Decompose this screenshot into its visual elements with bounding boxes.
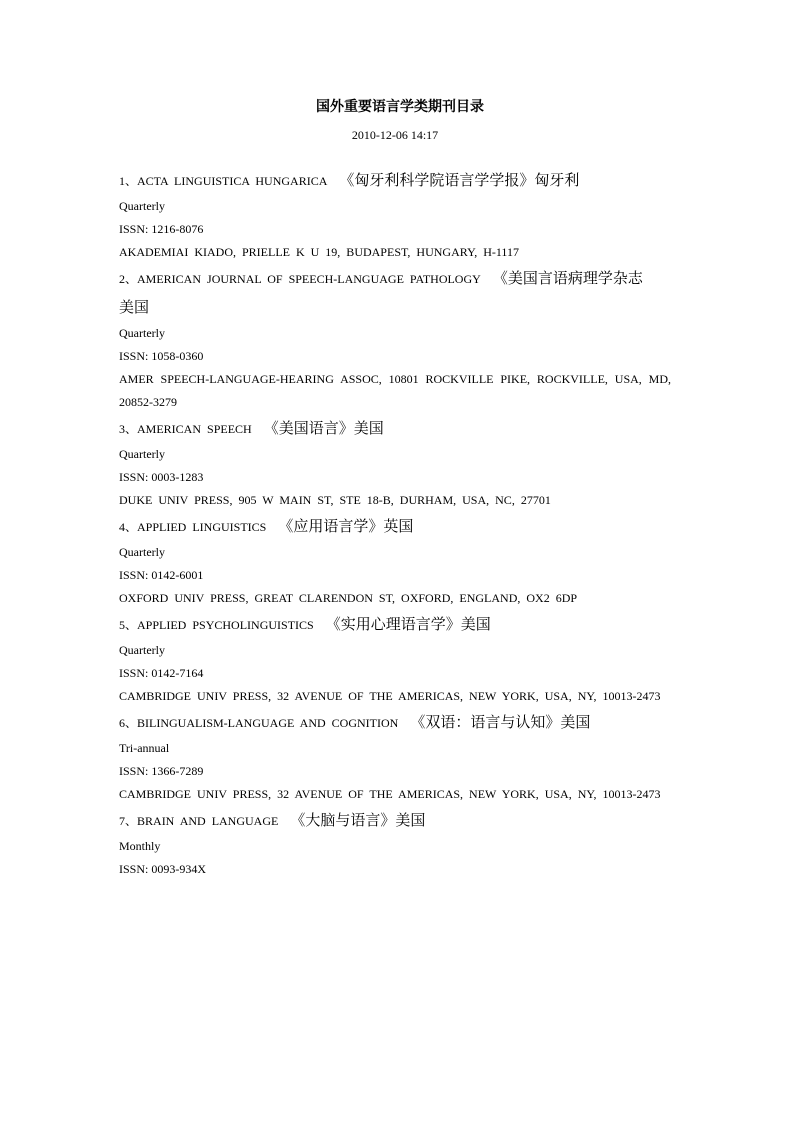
journal-publisher: CAMBRIDGE UNIV PRESS, 32 AVENUE OF THE AMERICAS, NEW YORK, USA, NY, 10013-2473 — [119, 787, 661, 801]
journal-number: 7、 — [119, 814, 138, 828]
journal-entry — [119, 610, 671, 708]
journal-entry — [119, 512, 671, 610]
journal-heading — [119, 806, 671, 835]
journal-frequency: Monthly — [119, 839, 161, 853]
journal-publisher: AMER SPEECH-LANGUAGE-HEARING ASSOC, 10801 ROCKVILLE PIKE, ROCKVILLE, USA, MD, 20852-3279 — [119, 372, 671, 409]
journal-english-title: AMERICAN JOURNAL OF SPEECH-LANGUAGE PATHOLOGY — [137, 272, 481, 286]
journal-frequency: Quarterly — [119, 643, 165, 657]
journal-chinese-title: 《应用语言学》 — [278, 517, 384, 535]
journal-chinese-title: 《匈牙利科学院语言学学报》 — [339, 171, 535, 189]
journal-list — [119, 166, 671, 881]
journal-country: 美国 — [560, 713, 591, 731]
journal-english-title: APPLIED PSYCHOLINGUISTICS — [137, 618, 314, 632]
journal-entry — [119, 264, 671, 414]
journal-heading — [119, 264, 671, 322]
journal-number: 2、 — [119, 272, 138, 286]
journal-frequency: Quarterly — [119, 199, 165, 213]
journal-country: 美国 — [353, 419, 384, 437]
journal-heading — [119, 610, 671, 639]
journal-issn: ISSN: 0093-934X — [119, 862, 207, 876]
journal-english-title: APPLIED LINGUISTICS — [137, 520, 267, 534]
journal-heading — [119, 512, 671, 541]
journal-publisher: CAMBRIDGE UNIV PRESS, 32 AVENUE OF THE AMERICAS, NEW YORK, USA, NY, 10013-2473 — [119, 689, 661, 703]
journal-chinese-title: 《大脑与语言》 — [290, 811, 396, 829]
journal-chinese-title: 《美国言语病理学杂志 — [492, 269, 643, 287]
journal-frequency: Tri-annual — [119, 741, 170, 755]
journal-chinese-title: 《美国语言》 — [263, 419, 354, 437]
journal-number: 5、 — [119, 618, 138, 632]
journal-publisher: OXFORD UNIV PRESS, GREAT CLARENDON ST, OXFORD, ENGLAND, OX2 6DP — [119, 591, 578, 605]
journal-number: 4、 — [119, 520, 138, 534]
journal-number: 6、 — [119, 716, 138, 730]
journal-entry — [119, 166, 671, 264]
journal-publisher: DUKE UNIV PRESS, 905 W MAIN ST, STE 18-B, DURHAM, USA, NC, 27701 — [119, 493, 551, 507]
journal-heading — [119, 708, 671, 737]
journal-country: 英国 — [383, 517, 414, 535]
journal-english-title: ACTA LINGUISTICA HUNGARICA — [137, 174, 328, 188]
journal-issn: ISSN: 1058-0360 — [119, 349, 204, 363]
journal-english-title: BRAIN AND LANGUAGE — [137, 814, 279, 828]
journal-country: 美国 — [119, 298, 150, 316]
journal-frequency: Quarterly — [119, 447, 165, 461]
journal-english-title: BILINGUALISM-LANGUAGE AND COGNITION — [137, 716, 399, 730]
journal-chinese-title: 《双语：语言与认知》 — [410, 713, 561, 731]
journal-english-title: AMERICAN SPEECH — [137, 422, 252, 436]
journal-publisher: AKADEMIAI KIADO, PRIELLE K U 19, BUDAPEST, HUNGARY, H-1117 — [119, 245, 519, 259]
journal-chinese-title: 《实用心理语言学》 — [325, 615, 461, 633]
journal-entry — [119, 806, 671, 881]
journal-frequency: Quarterly — [119, 545, 165, 559]
journal-heading — [119, 414, 671, 443]
journal-issn: ISSN: 0142-6001 — [119, 568, 204, 582]
journal-number: 1、 — [119, 174, 138, 188]
journal-heading — [119, 166, 671, 195]
journal-entry — [119, 414, 671, 512]
journal-country: 美国 — [395, 811, 426, 829]
journal-country: 美国 — [460, 615, 491, 633]
journal-number: 3、 — [119, 422, 138, 436]
journal-issn: ISSN: 1216-8076 — [119, 222, 204, 236]
journal-frequency: Quarterly — [119, 326, 165, 340]
journal-issn: ISSN: 0142-7164 — [119, 666, 204, 680]
journal-country: 匈牙利 — [534, 171, 580, 189]
journal-issn: ISSN: 0003-1283 — [119, 470, 204, 484]
journal-entry — [119, 708, 671, 806]
document-page — [119, 96, 671, 881]
document-title: 国外重要语言学类期刊目录 — [316, 99, 484, 115]
document-date: 2010-12-06 14:17 — [351, 128, 439, 142]
journal-issn: ISSN: 1366-7289 — [119, 764, 204, 778]
